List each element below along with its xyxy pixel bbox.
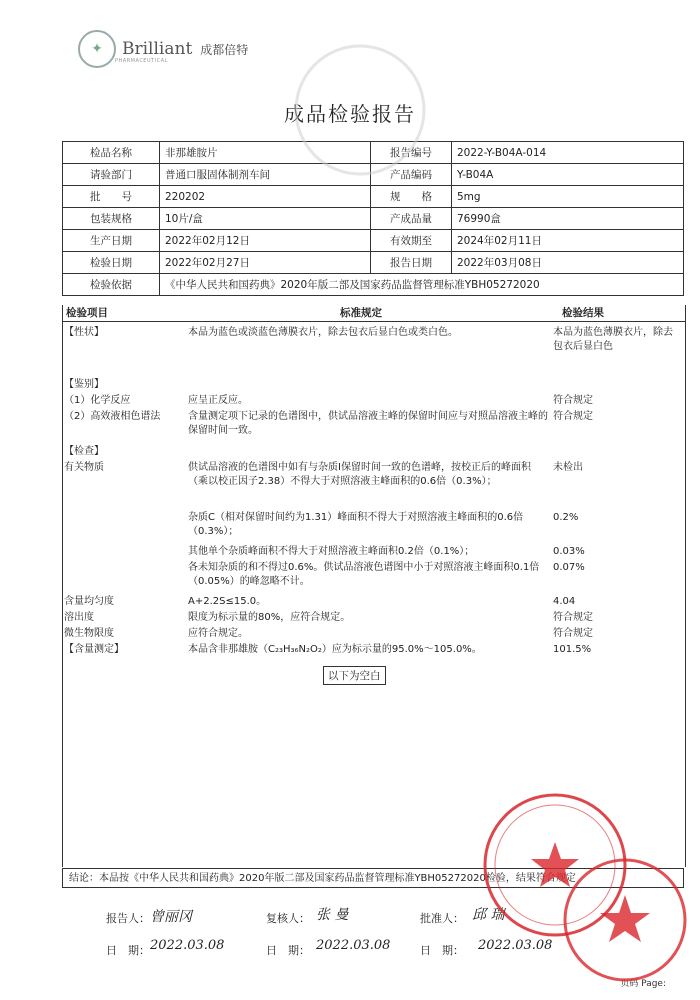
label-quantity: 产成品量: [371, 208, 452, 230]
standard-unknown-sum: 各未知杂质的和不得过0.6%。供试品溶液色谱图中小于对照溶液主峰面积0.1倍（0.05%）的峰忽略不计。: [188, 562, 540, 587]
reviewer-label: 复核人：: [266, 912, 310, 925]
col-header-item: 检验项目: [66, 307, 108, 319]
value-basis: 《中华人民共和国药典》2020年版二部及国家药品监督管理标准YBH05272020: [160, 274, 684, 296]
item-assay: 【含量测定】: [64, 644, 124, 655]
date-sign-1: 2022.03.08: [150, 938, 225, 953]
info-row: [63, 252, 684, 274]
header-divider: [62, 321, 686, 322]
standard-dissolution: 限度为标示量的80%，应符合规定。: [188, 612, 351, 623]
logo-icon: ✦: [78, 30, 116, 68]
brand-subtitle: PHARMACEUTICAL: [115, 58, 168, 64]
label-product-code: 产品编码: [371, 164, 452, 186]
info-row: [63, 186, 684, 208]
label-basis: 检验依据: [63, 274, 160, 296]
result-impurity-i: 未检出: [553, 462, 583, 473]
result-appearance: 本品为蓝色薄膜衣片，除去包衣后显白色: [553, 327, 673, 352]
value-packaging: 10片/盒: [160, 208, 371, 230]
item-hplc: （2）高效液相色谱法: [64, 411, 161, 422]
date-sign-2: 2022.03.08: [316, 938, 391, 953]
reviewer-signature: 张 曼: [316, 907, 349, 923]
result-content-uniformity: 4.04: [553, 596, 576, 607]
item-content-uniformity: 含量均匀度: [64, 596, 114, 607]
label-test-date: 检验日期: [63, 252, 160, 274]
label-report-date: 报告日期: [371, 252, 452, 274]
value-production-date: 2022年02月12日: [160, 230, 371, 252]
result-other-single: 0.03%: [553, 546, 585, 557]
item-dissolution: 溶出度: [64, 612, 94, 623]
item-tests: 【检查】: [64, 446, 104, 457]
result-assay: 101.5%: [553, 644, 592, 655]
value-expiry: 2024年02月11日: [452, 230, 684, 252]
result-microbial: 符合规定: [553, 628, 593, 639]
label-product-name: 检品名称: [63, 142, 160, 164]
date-sign-3: 2022.03.08: [478, 938, 553, 953]
value-product-name: 非那雄胺片: [160, 142, 371, 164]
brand-name-cn: 成都倍特: [200, 42, 249, 57]
faded-watermark-stamp: [290, 40, 430, 180]
item-identification: 【鉴别】: [64, 379, 104, 390]
label-department: 请验部门: [63, 164, 160, 186]
label-batch: 批 号: [63, 186, 160, 208]
col-header-standard: 标准规定: [340, 307, 382, 319]
standard-impurity-c: 杂质C（相对保留时间约为1.31）峰面积不得大于对照溶液主峰面积的0.6倍（0.3%）；: [188, 512, 524, 537]
value-quantity: 76990盒: [452, 208, 684, 230]
page-number-label: 页码 Page:: [620, 979, 666, 989]
standard-other-single: 其他单个杂质峰面积不得大于对照溶液主峰面积0.2倍（0.1%）；: [188, 546, 475, 557]
info-row: [63, 208, 684, 230]
result-unknown-sum: 0.07%: [553, 562, 585, 573]
value-test-date: 2022年02月27日: [160, 252, 371, 274]
item-appearance: 【性状】: [64, 327, 104, 338]
standard-chem-reaction: 应呈正反应。: [188, 395, 248, 406]
label-spec: 规 格: [371, 186, 452, 208]
approver-label: 批准人：: [420, 912, 464, 925]
date-label-1: 日 期：: [106, 944, 150, 957]
standard-appearance: 本品为蓝色或淡蓝色薄膜衣片，除去包衣后显白色或类白色。: [188, 327, 458, 338]
blank-below-note: 以下为空白: [323, 666, 386, 685]
standard-content-uniformity: A+2.2S≤15.0。: [188, 596, 267, 607]
report-title: 成品检验报告: [284, 102, 416, 126]
result-dissolution: 符合规定: [553, 612, 593, 623]
result-chem-reaction: 符合规定: [553, 395, 593, 406]
result-impurity-c: 0.2%: [553, 512, 579, 523]
info-row: [63, 230, 684, 252]
result-hplc: 符合规定: [553, 411, 593, 422]
value-report-date: 2022年03月08日: [452, 252, 684, 274]
label-report-no: 报告编号: [371, 142, 452, 164]
reporter-signature: 曾丽冈: [150, 909, 192, 925]
item-related-substances: 有关物质: [64, 462, 104, 473]
value-report-no: 2022-Y-B04A-014: [452, 142, 684, 164]
value-spec: 5mg: [452, 186, 684, 208]
approver-signature: 邱 瑞: [472, 907, 505, 923]
standard-assay: 本品含非那雄胺（C₂₃H₃₆N₂O₂）应为标示量的95.0%～105.0%。: [188, 644, 482, 655]
date-label-2: 日 期：: [266, 944, 310, 957]
conclusion: 结论：本品按《中华人民共和国药典》2020年版二部及国家药品监督管理标准YBH05272020检验，结果符合规定: [62, 868, 684, 888]
reporter-label: 报告人：: [106, 912, 150, 925]
item-chem-reaction: （1）化学反应: [64, 395, 131, 406]
value-product-code: Y-B04A: [452, 164, 684, 186]
brand-name: Brilliant: [122, 39, 193, 59]
info-row: [63, 274, 684, 296]
standard-hplc: 含量测定项下记录的色谱图中，供试品溶液主峰的保留时间应与对照品溶液主峰的保留时间一致。: [188, 411, 548, 436]
value-batch: 220202: [160, 186, 371, 208]
value-department: 普通口服固体制剂车间: [160, 164, 371, 186]
standard-impurity-i: 供试品溶液的色谱图中如有与杂质I保留时间一致的色谱峰，按校正后的峰面积（乘以校正因子2.38）不得大于对照溶液主峰面积的0.6倍（0.3%）；: [188, 462, 531, 487]
standard-microbial: 应符合规定。: [188, 628, 248, 639]
approval-seal-stamp: [560, 855, 690, 985]
col-header-result: 检验结果: [562, 307, 604, 319]
date-label-3: 日 期：: [420, 944, 464, 957]
label-packaging: 包装规格: [63, 208, 160, 230]
label-expiry: 有效期至: [371, 230, 452, 252]
label-production-date: 生产日期: [63, 230, 160, 252]
item-microbial: 微生物限度: [64, 628, 114, 639]
